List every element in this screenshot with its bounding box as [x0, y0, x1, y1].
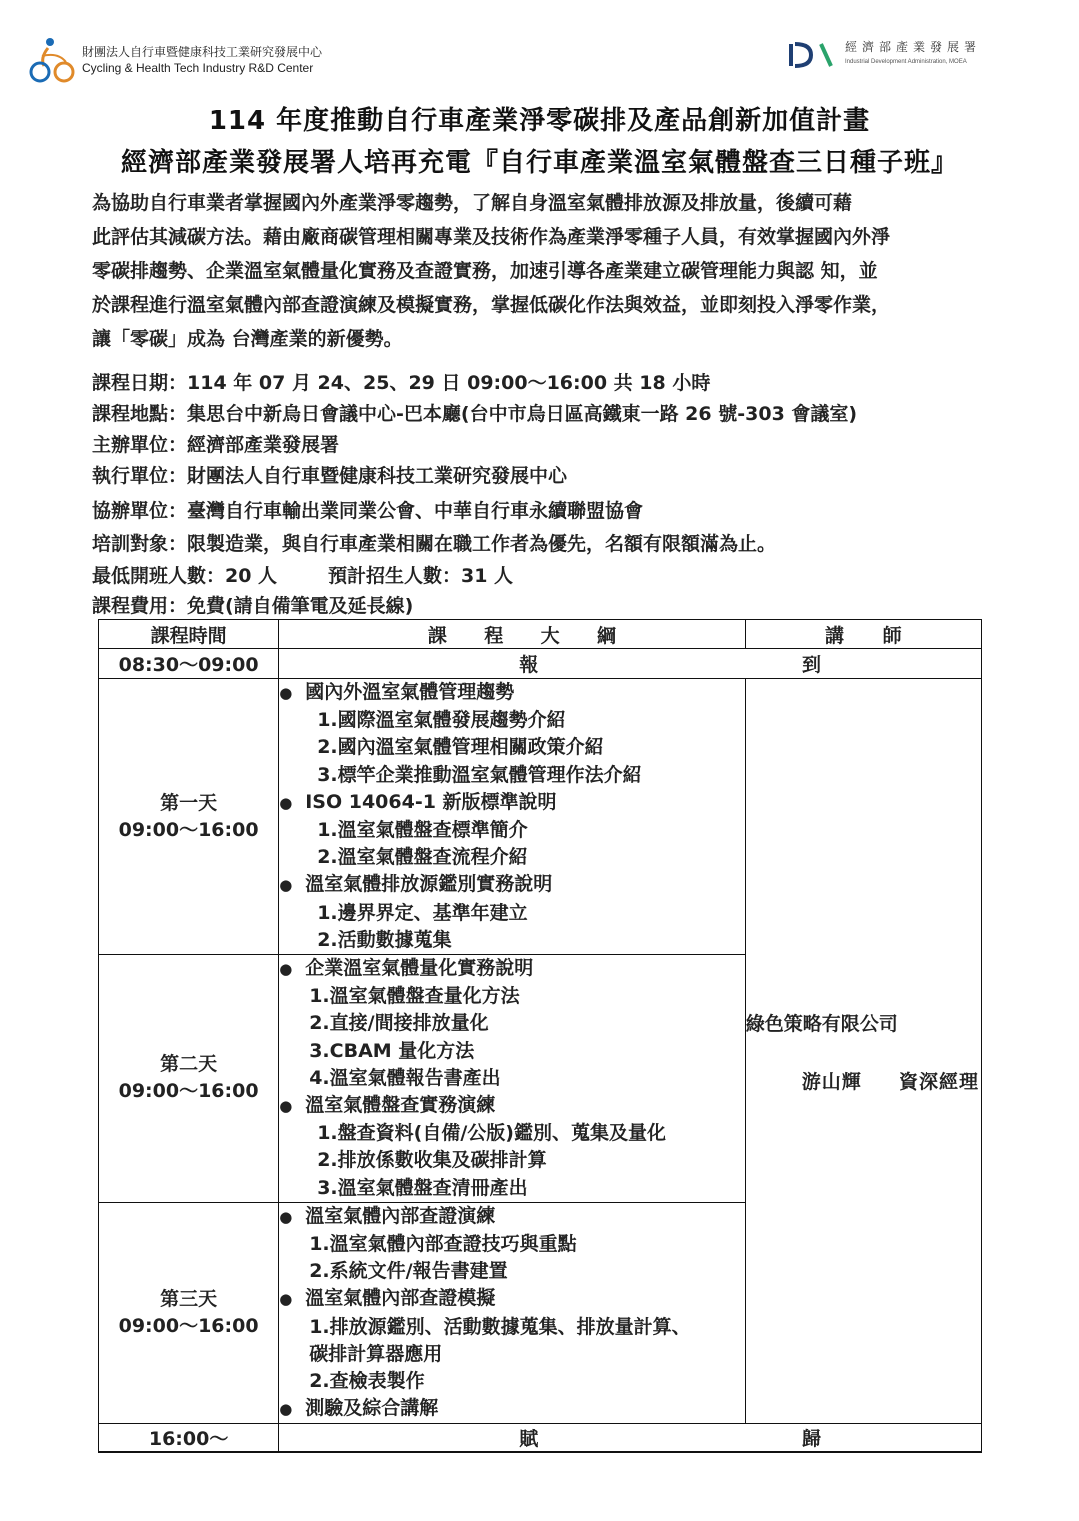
- outline-subitem: 2.直接/間接排放量化: [309, 1012, 489, 1035]
- intro-line: 此評估其減碳方法。藉由廠商碳管理相關專業及技術作為產業淨零種子人員，有效掌握國內外淨: [92, 226, 891, 248]
- header-outline-char: 課: [427, 624, 447, 647]
- day1-cell: [99, 679, 279, 955]
- outline-subitem: 2.溫室氣體盤查流程介紹: [317, 846, 528, 869]
- outline-subitem: 2.查檢表製作: [309, 1370, 425, 1393]
- day1-name: 第一天: [160, 791, 218, 814]
- outline-item: ● ISO 14064-1 新版標準說明: [279, 789, 745, 817]
- outline-item: ● 溫室氣體盤查實務演練: [279, 1092, 745, 1120]
- min-class-size: 最低開班人數：20 人: [92, 565, 278, 587]
- end-char: 歸: [801, 1428, 821, 1451]
- agency-name-zh: 經濟部產業發展署: [844, 40, 981, 54]
- org-name-en: Cycling & Health Tech Industry R&D Center: [82, 61, 314, 75]
- outline-subitem: 1.盤查資料(自備/公版)鑑別、蒐集及量化: [317, 1122, 666, 1145]
- header-instructor: [745, 620, 981, 649]
- day3-cell: [99, 1202, 279, 1424]
- checkin-char: 到: [801, 654, 821, 676]
- instructor-title: 資深經理: [898, 1070, 979, 1093]
- day3-outline: [279, 1202, 746, 1424]
- day3-time: 09:00～16:00: [118, 1315, 259, 1338]
- intro-line: 為協助自行車業者掌握國內外產業淨零趨勢，了解自身溫室氣體排放源及排放量，後續可藉: [92, 192, 853, 214]
- intro-line: 於課程進行溫室氣體內部查證演練及模擬實務，掌握低碳化作法與效益，並即刻投入淨零作業，: [92, 294, 891, 316]
- co-organizer: 協辦單位：臺灣自行車輸出業同業公會、中華自行車永續聯盟協會: [92, 500, 644, 522]
- outline-item: ● 溫室氣體內部查證模擬: [279, 1285, 745, 1313]
- table-row-end: [99, 1424, 982, 1453]
- instructor-company: 綠色策略有限公司: [745, 1012, 898, 1035]
- header-outline: [279, 620, 746, 649]
- outline-subitem: 4.溫室氣體報告書產出: [309, 1066, 501, 1089]
- intro-line: 讓「零碳」成為 台灣產業的新優勢。: [92, 328, 403, 350]
- header-instructor-char: 師: [882, 624, 902, 647]
- instructor-cell: [745, 679, 981, 1424]
- table-row-day1: [99, 679, 982, 955]
- outline-item: ● 測驗及綜合講解: [279, 1395, 745, 1423]
- instructor-person: [746, 1067, 981, 1094]
- day3-name: 第三天: [160, 1288, 218, 1311]
- cycling-center-logo-icon: [28, 36, 76, 84]
- schedule-table: [98, 619, 982, 1453]
- outline-subitem: 3.溫室氣體盤查清冊產出: [317, 1176, 528, 1199]
- day2-cell: [99, 955, 279, 1203]
- table-header-row: [99, 620, 982, 649]
- outline-item: ● 企業溫室氣體量化實務說明: [279, 955, 745, 983]
- org-header: [28, 34, 322, 86]
- outline-subitem: 2.排放係數收集及碳排計算: [317, 1149, 547, 1172]
- intro-paragraph: [92, 186, 1012, 356]
- end-time: 16:00～: [99, 1424, 279, 1453]
- header-time: 課程時間: [99, 620, 279, 649]
- day1-time: 09:00～16:00: [118, 818, 259, 841]
- host-unit: 主辦單位：經濟部產業發展署: [92, 434, 340, 456]
- outline-subitem: 1.邊界界定、基準年建立: [317, 901, 528, 924]
- plan-title: 114 年度推動自行車產業淨零碳排及產品創新加值計畫: [208, 106, 871, 136]
- day2-outline: [279, 955, 746, 1203]
- outline-subitem: 2.系統文件/報告書建置: [309, 1260, 508, 1283]
- course-title: 經濟部產業發展署人培再充電『自行車產業溫室氣體盤查三日種子班』: [120, 148, 958, 178]
- target-audience: 培訓對象：限製造業，與自行車產業相關在職工作者為優先，名額有限額滿為止。: [92, 533, 777, 555]
- day1-outline: [279, 679, 746, 955]
- agency-header: [787, 40, 981, 70]
- end-char: 賦: [519, 1428, 539, 1451]
- outline-subitem: 3.標竿企業推動溫室氣體管理作法介紹: [317, 763, 642, 786]
- ida-logo-icon: [787, 40, 835, 70]
- outline-subitem: 1.溫室氣體內部查證技巧與重點: [309, 1233, 577, 1256]
- intro-line: 零碳排趨勢、企業溫室氣體量化實務及查證實務，加速引導各產業建立碳管理能力與認 知，並: [92, 260, 878, 282]
- day2-time: 09:00～16:00: [118, 1080, 259, 1103]
- day2-name: 第二天: [160, 1053, 218, 1076]
- table-row-checkin: [99, 649, 982, 679]
- executing-unit: 執行單位：財團法人自行車暨健康科技工業研究發展中心: [92, 465, 568, 487]
- outline-subitem: 1.溫室氣體盤查標準簡介: [317, 819, 528, 842]
- outline-subitem: 1.排放源鑑別、活動數據蒐集、排放量計算、: [309, 1315, 691, 1338]
- header-outline-char: 大: [540, 624, 560, 647]
- outline-subitem: 1.溫室氣體盤查量化方法: [309, 985, 520, 1008]
- outline-item: ● 國內外溫室氣體管理趨勢: [279, 679, 745, 707]
- checkin-time: 08:30～09:00: [99, 649, 279, 679]
- course-date: 課程日期：114 年 07 月 24、25、29 日 09:00～16:00 共 18 小時: [92, 372, 711, 394]
- agency-name-en: Industrial Development Administration, MOEA: [844, 59, 967, 65]
- checkin-label: [279, 649, 982, 679]
- outline-subitem: 3.CBAM 量化方法: [309, 1039, 475, 1062]
- expected-enrollment: 預計招生人數：31 人: [328, 565, 514, 587]
- outline-item: ● 溫室氣體排放源鑑別實務說明: [279, 871, 745, 899]
- course-fee: 課程費用：免費(請自備筆電及延長線): [92, 595, 414, 617]
- course-location: 課程地點：集思台中新烏日會議中心-巴本廳(台中市烏日區高鐵東一路 26 號-303 會議室): [92, 403, 858, 425]
- outline-subitem: 1.國際溫室氣體發展趨勢介紹: [317, 709, 566, 732]
- instructor-name: 游山輝: [801, 1070, 862, 1093]
- outline-subitem: 2.國內溫室氣體管理相關政策介紹: [317, 736, 604, 759]
- checkin-char: 報: [519, 654, 539, 676]
- outline-subitem: 碳排計算器應用: [309, 1342, 443, 1365]
- outline-subitem: 2.活動數據蒐集: [317, 928, 452, 951]
- header-outline-char: 綱: [597, 624, 617, 647]
- org-name-zh: 財團法人自行車暨健康科技工業研究發展中心: [82, 45, 323, 59]
- header-outline-char: 程: [484, 624, 504, 647]
- end-label: [279, 1424, 982, 1453]
- header-instructor-char: 講: [825, 624, 845, 647]
- outline-item: ● 溫室氣體內部查證演練: [279, 1203, 745, 1231]
